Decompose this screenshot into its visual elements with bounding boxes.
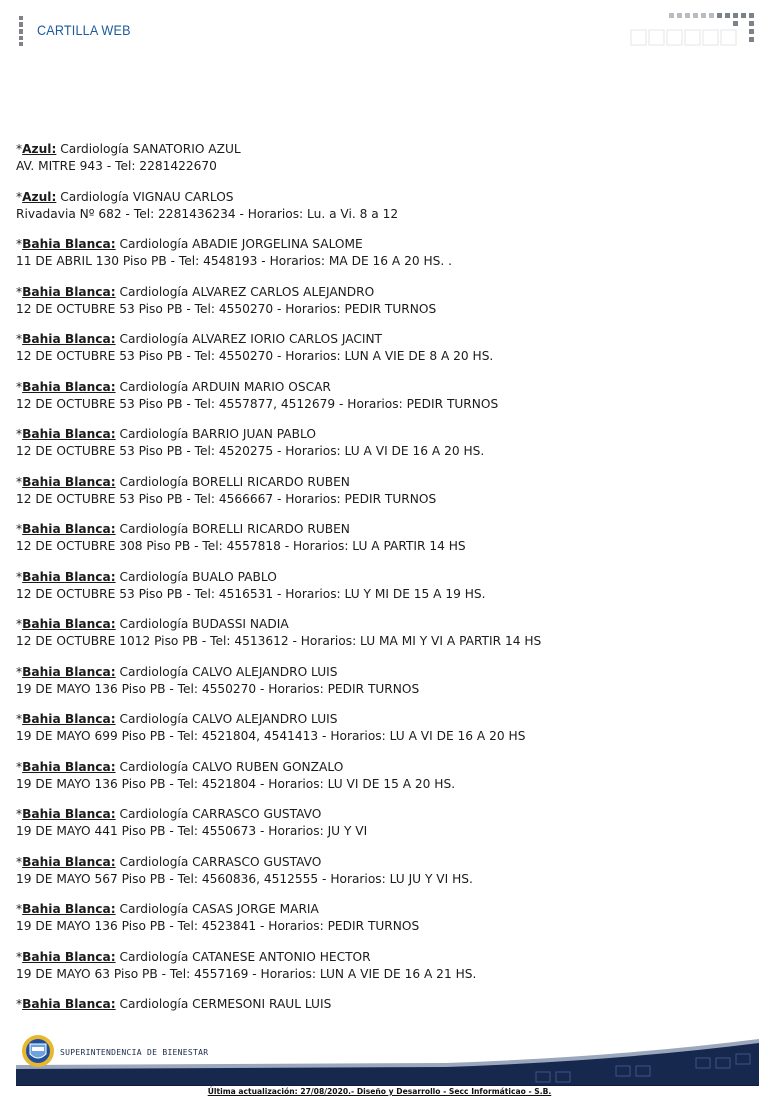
list-item: *Bahia Blanca: Cardiología ALVAREZ IORIO CARLOS JACINT 12 DE OCTUBRE 53 Piso PB - Tel: 4550270 - Horarios: LUN A VIE DE 8 A 20 HS.: [16, 331, 746, 365]
provider-list: [16, 141, 746, 1027]
entry-provider-name: ALVAREZ IORIO CARLOS JACINT: [192, 332, 383, 346]
list-item: *Bahia Blanca: Cardiología CARRASCO GUSTAVO 19 DE MAYO 567 Piso PB - Tel: 4560836, 4512555 - Horarios: LU JU Y VI HS.: [16, 854, 746, 888]
entry-specialty: Cardiología: [119, 759, 189, 774]
footer-update-note: Última actualización: 27/08/2020.- Diseño y Desarrollo - Secc Informáticao - S.B.: [207, 1087, 552, 1096]
list-item: *Bahia Blanca: Cardiología CALVO ALEJANDRO LUIS 19 DE MAYO 136 Piso PB - Tel: 4550270 - Horarios: PEDIR TURNOS: [16, 664, 746, 698]
header-bar-segment: [19, 16, 23, 20]
entry-city: Bahia Blanca:: [22, 854, 116, 869]
entry-provider-name: CARRASCO GUSTAVO: [192, 854, 322, 869]
list-item: *Bahia Blanca: Cardiología BUALO PABLO 12 DE OCTUBRE 53 Piso PB - Tel: 4516531 - Horarios: LU Y MI DE 15 A 19 HS.: [16, 569, 746, 603]
list-item: *Bahia Blanca: Cardiología BUDASSI NADIA 12 DE OCTUBRE 1012 Piso PB - Tel: 4513612 - Horarios: LU MA MI Y VI A PARTIR 14 HS: [16, 616, 746, 650]
entry-city: Bahia Blanca:: [22, 284, 116, 299]
entry-city: Bahia Blanca:: [22, 237, 116, 251]
list-item: *Bahia Blanca: Cardiología BORELLI RICARDO RUBEN 12 DE OCTUBRE 53 Piso PB - Tel: 4566667 - Horarios: PEDIR TURNOS: [16, 474, 746, 508]
entry-specialty: Cardiología: [119, 522, 189, 536]
header-bar-segment: [19, 36, 23, 40]
entry-specialty: Cardiología: [119, 664, 189, 679]
entry-specialty: Cardiología: [119, 427, 189, 441]
entry-address: 12 DE OCTUBRE 53 Piso PB - Tel: 4516531 - Horarios: LU Y MI DE 15 A 19 HS.: [16, 586, 486, 601]
list-item: *Bahia Blanca: Cardiología CATANESE ANTONIO HECTOR 19 DE MAYO 63 Piso PB - Tel: 4557169 - Horarios: LUN A VIE DE 16 A 21 HS.: [16, 949, 746, 983]
entry-specialty: Cardiología: [60, 142, 130, 156]
entry-address: 19 DE MAYO 136 Piso PB - Tel: 4550270 - Horarios: PEDIR TURNOS: [16, 681, 420, 696]
entry-city: Bahia Blanca:: [22, 759, 116, 774]
entry-address: 19 DE MAYO 136 Piso PB - Tel: 4521804 - Horarios: LU VI DE 15 A 20 HS.: [16, 776, 456, 791]
entry-address: 11 DE ABRIL 130 Piso PB - Tel: 4548193 - Horarios: MA DE 16 A 20 HS. .: [16, 254, 453, 268]
entry-specialty: Cardiología: [119, 997, 189, 1011]
entry-city: Bahia Blanca:: [22, 949, 116, 964]
list-item: *Bahia Blanca: Cardiología BORELLI RICARDO RUBEN 12 DE OCTUBRE 308 Piso PB - Tel: 4557818 - Horarios: LU A PARTIR 14 HS: [16, 521, 746, 555]
entry-specialty: Cardiología: [119, 237, 189, 251]
footer-banner: [16, 1028, 759, 1086]
entry-address: 12 DE OCTUBRE 308 Piso PB - Tel: 4557818 - Horarios: LU A PARTIR 14 HS: [16, 539, 466, 553]
entry-provider-name: VIGNAU CARLOS: [132, 189, 234, 204]
entry-address: 19 DE MAYO 441 Piso PB - Tel: 4550673 - Horarios: JU Y VI: [16, 824, 368, 838]
entry-specialty: Cardiología: [119, 807, 189, 821]
entry-provider-name: BORELLI RICARDO RUBEN: [192, 474, 350, 489]
entry-address: Rivadavia Nº 682 - Tel: 2281436234 - Horarios: Lu. a Vi. 8 a 12: [16, 206, 399, 221]
entry-provider-name: CALVO RUBEN GONZALO: [192, 759, 344, 774]
entry-city: Azul:: [22, 142, 57, 156]
list-item: *Bahia Blanca: Cardiología ALVAREZ CARLOS ALEJANDRO 12 DE OCTUBRE 53 Piso PB - Tel: 4550270 - Horarios: PEDIR TURNOS: [16, 284, 746, 318]
entry-provider-name: CALVO ALEJANDRO LUIS: [192, 664, 338, 679]
entry-provider-name: SANATORIO AZUL: [132, 142, 241, 156]
header-bar-segment: [19, 29, 23, 34]
entry-city: Bahia Blanca:: [22, 522, 116, 536]
entry-address: AV. MITRE 943 - Tel: 2281422670: [16, 159, 217, 173]
list-item: *Bahia Blanca: Cardiología CASAS JORGE MARIA 19 DE MAYO 136 Piso PB - Tel: 4523841 - Horarios: PEDIR TURNOS: [16, 901, 746, 935]
entry-city: Bahia Blanca:: [22, 474, 116, 489]
list-item: *Bahia Blanca: Cardiología ABADIE JORGELINA SALOME 11 DE ABRIL 130 Piso PB - Tel: 4548193 - Horarios: MA DE 16 A 20 HS. .: [16, 236, 746, 270]
list-item: *Bahia Blanca: Cardiología BARRIO JUAN PABLO 12 DE OCTUBRE 53 Piso PB - Tel: 4520275 - Horarios: LU A VI DE 16 A 20 HS.: [16, 426, 746, 460]
footer-organization: SUPERINTENDENCIA DE BIENESTAR: [60, 1048, 209, 1057]
entry-specialty: Cardiología: [119, 854, 189, 869]
entry-city: Bahia Blanca:: [22, 332, 116, 346]
entry-specialty: Cardiología: [119, 332, 189, 346]
entry-city: Bahia Blanca:: [22, 427, 116, 441]
entry-address: 12 DE OCTUBRE 53 Piso PB - Tel: 4550270 - Horarios: LUN A VIE DE 8 A 20 HS.: [16, 349, 494, 363]
entry-city: Bahia Blanca:: [22, 712, 116, 726]
entry-provider-name: CARRASCO GUSTAVO: [192, 807, 322, 821]
entry-provider-name: ALVAREZ CARLOS ALEJANDRO: [192, 284, 375, 299]
entry-address: 12 DE OCTUBRE 53 Piso PB - Tel: 4520275 - Horarios: LU A VI DE 16 A 20 HS.: [16, 444, 485, 458]
entry-provider-name: CATANESE ANTONIO HECTOR: [192, 949, 371, 964]
entry-specialty: Cardiología: [119, 569, 189, 584]
page-footer: [16, 1028, 759, 1088]
entry-provider-name: CERMESONI RAUL LUIS: [192, 997, 332, 1011]
entry-specialty: Cardiología: [119, 284, 189, 299]
list-item: *Azul: Cardiología VIGNAU CARLOS Rivadavia Nº 682 - Tel: 2281436234 - Horarios: Lu. a Vi. 8 a 12: [16, 189, 746, 223]
entry-specialty: Cardiología: [119, 617, 189, 631]
entry-specialty: Cardiología: [119, 712, 189, 726]
entry-address: 12 DE OCTUBRE 53 Piso PB - Tel: 4550270 - Horarios: PEDIR TURNOS: [16, 301, 437, 316]
entry-city: Azul:: [22, 189, 57, 204]
entry-address: 19 DE MAYO 63 Piso PB - Tel: 4557169 - Horarios: LUN A VIE DE 16 A 21 HS.: [16, 966, 477, 981]
entry-provider-name: ABADIE JORGELINA SALOME: [192, 237, 363, 251]
list-item: *Azul: Cardiología SANATORIO AZUL AV. MITRE 943 - Tel: 2281422670: [16, 141, 746, 175]
header-grid-decoration: [629, 0, 759, 50]
entry-address: 12 DE OCTUBRE 1012 Piso PB - Tel: 4513612 - Horarios: LU MA MI Y VI A PARTIR 14 HS: [16, 634, 542, 648]
entry-provider-name: ARDUIN MARIO OSCAR: [192, 379, 331, 394]
page-title: CARTILLA WEB: [37, 22, 131, 38]
entry-provider-name: BUDASSI NADIA: [192, 617, 289, 631]
list-item: *Bahia Blanca: Cardiología CALVO ALEJANDRO LUIS 19 DE MAYO 699 Piso PB - Tel: 4521804, 4541413 - Horarios: LU A VI DE 16 A 20 HS: [16, 711, 746, 745]
entry-address: 12 DE OCTUBRE 53 Piso PB - Tel: 4566667 - Horarios: PEDIR TURNOS: [16, 491, 437, 506]
entry-provider-name: CALVO ALEJANDRO LUIS: [192, 712, 338, 726]
entry-city: Bahia Blanca:: [22, 664, 116, 679]
page-header: [0, 0, 759, 60]
entry-city: Bahia Blanca:: [22, 379, 116, 394]
entry-city: Bahia Blanca:: [22, 617, 116, 631]
entry-provider-name: BUALO PABLO: [192, 569, 277, 584]
entry-address: 19 DE MAYO 136 Piso PB - Tel: 4523841 - Horarios: PEDIR TURNOS: [16, 919, 420, 933]
header-bar-segment: [19, 42, 23, 46]
entry-specialty: Cardiología: [119, 902, 189, 916]
entry-specialty: Cardiología: [119, 474, 189, 489]
list-item: *Bahia Blanca: Cardiología CARRASCO GUSTAVO 19 DE MAYO 441 Piso PB - Tel: 4550673 - Horarios: JU Y VI: [16, 806, 746, 840]
entry-provider-name: BORELLI RICARDO RUBEN: [192, 522, 350, 536]
entry-provider-name: BARRIO JUAN PABLO: [192, 427, 316, 441]
entry-city: Bahia Blanca:: [22, 569, 116, 584]
entry-address: 19 DE MAYO 699 Piso PB - Tel: 4521804, 4541413 - Horarios: LU A VI DE 16 A 20 HS: [16, 729, 526, 743]
institution-seal-logo: [21, 1032, 55, 1070]
entry-city: Bahia Blanca:: [22, 807, 116, 821]
entry-specialty: Cardiología: [119, 949, 189, 964]
list-item: *Bahia Blanca: Cardiología CERMESONI RAUL LUIS: [16, 997, 332, 1011]
entry-city: Bahia Blanca:: [22, 997, 116, 1011]
entry-address: 19 DE MAYO 567 Piso PB - Tel: 4560836, 4512555 - Horarios: LU JU Y VI HS.: [16, 871, 473, 886]
entry-city: Bahia Blanca:: [22, 902, 116, 916]
list-item: *Bahia Blanca: Cardiología CALVO RUBEN GONZALO 19 DE MAYO 136 Piso PB - Tel: 4521804 - Horarios: LU VI DE 15 A 20 HS.: [16, 759, 746, 793]
list-item: *Bahia Blanca: Cardiología ARDUIN MARIO OSCAR 12 DE OCTUBRE 53 Piso PB - Tel: 4557877, 4512679 - Horarios: PEDIR TURNOS: [16, 379, 746, 413]
header-bar-segment: [19, 22, 23, 27]
entry-specialty: Cardiología: [119, 379, 189, 394]
entry-specialty: Cardiología: [60, 189, 130, 204]
entry-provider-name: CASAS JORGE MARIA: [192, 902, 319, 916]
entry-address: 12 DE OCTUBRE 53 Piso PB - Tel: 4557877, 4512679 - Horarios: PEDIR TURNOS: [16, 396, 499, 411]
